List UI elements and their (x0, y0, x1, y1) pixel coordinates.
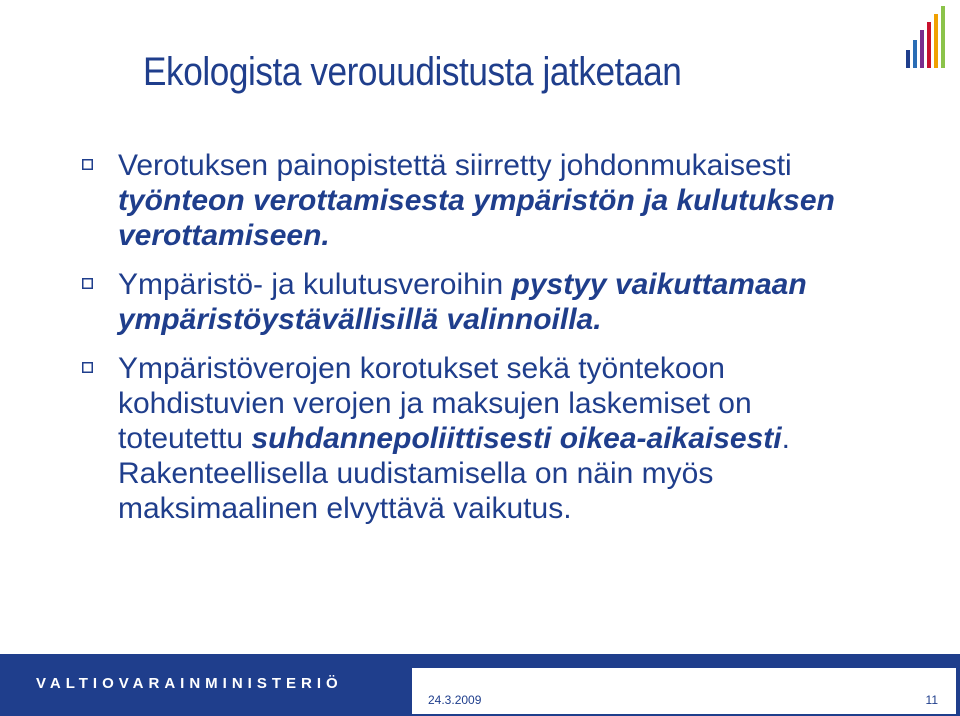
bullet-emphasis: työnteon verottamisesta ympäristön ja kulutuksen verottamiseen. (118, 184, 835, 252)
bar-logo-icon (906, 6, 952, 68)
bullet-item (82, 267, 882, 337)
footer-info-panel (412, 668, 956, 714)
footer-bar (0, 654, 960, 716)
bullet-text: Ympäristöverojen korotukset sekä työntekoon kohdistuvien verojen ja maksujen laskemiset on toteutettu (118, 352, 752, 455)
slide-date: 24.3.2009 (428, 693, 482, 707)
square-bullet-icon (82, 362, 93, 373)
bullet-text: . Rakenteellisella uudistamisella on näin myös maksimaalinen elvyttävä vaikutus. (118, 422, 790, 525)
bullet-item (82, 351, 882, 526)
bullet-list (82, 148, 882, 540)
bullet-text: Verotuksen painopistettä siirretty johdonmukaisesti (118, 149, 792, 182)
bullet-emphasis: suhdannepoliittisesti oikea-aikaisesti (251, 422, 782, 455)
page-number: 11 (925, 693, 938, 707)
square-bullet-icon (82, 278, 93, 289)
bullet-text: Ympäristö- ja kulutusveroihin (118, 268, 512, 301)
square-bullet-icon (82, 159, 93, 170)
bullet-item (82, 148, 882, 253)
ministry-brand: VALTIOVARAINMINISTERIÖ (36, 675, 343, 692)
slide-title: Ekologista verouudistusta jatketaan (143, 50, 682, 94)
bullet-emphasis: pystyy vaikuttamaan ympäristöystävällisillä valinnoilla. (118, 268, 807, 336)
